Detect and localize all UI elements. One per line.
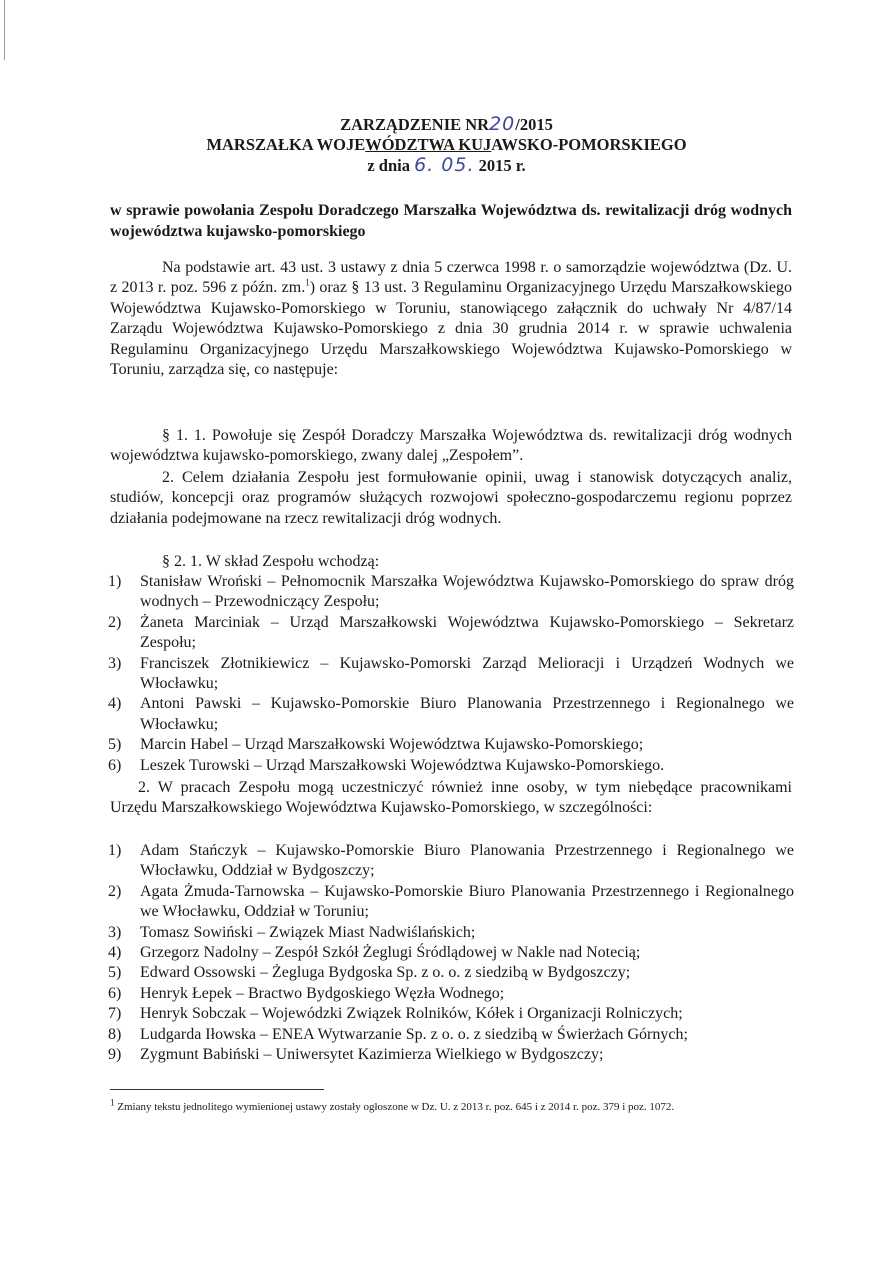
preamble: Na podstawie art. 43 ust. 3 ustawy z dnia 5 czerwca 1998 r. o samorządzie województwa (Dz. U. z 2013 r. poz. 596 z późn. zm.$^1$) oraz § 13 ust. 3 Regulaminu Organizacyjnego Urzędu Marszałkowskiego Województwa Kujawsko-Pomorskiego w Toruniu, stanowiącego załącznik do uchwały Nr 4/87/14 Zarządu Województwa Kujawsko-Pomorskiego z dnia 30 grudnia 2014 r. w sprawie uchwalenia Regulaminu Organizacyjnego Urzędu Marszałkowskiego Województwa Kujawsko-Pomorskiego w Toruniu, zarządza się, co następuje: — [110, 259, 792, 379]
others-list — [108, 841, 794, 1065]
header-issuer: MARSZAŁKA WOJEWÓDZTWA KUJAWSKO-POMORSKIEGO — [206, 135, 687, 154]
list-item: 1) Stanisław Wroński – Pełnomocnik Marszałka Województwa Kujawsko-Pomorskiego do spraw dróg wodnych – Przewodniczący Zespołu; — [108, 573, 794, 611]
list-item: 5) Marcin Habel – Urząd Marszałkowski Województwa Kujawsko-Pomorskiego; — [108, 736, 644, 754]
list-item: 6) Henryk Łepek – Bractwo Bydgoskiego Węzła Wodnego; — [108, 984, 505, 1002]
section1-paragraph1: § 1. 1. Powołuje się Zespół Doradczy Marszałka Województwa ds. rewitalizacji dróg wodnych województwa kujawsko-pomorskiego, zwany dalej „Zespołem”. — [110, 427, 792, 465]
header-date: z dnia 6. 05. 2015 r. — [367, 154, 526, 176]
members-list — [108, 572, 794, 776]
list-item: 8) Ludgarda Iłowska – ENEA Wytwarzanie Sp. z o. o. z siedzibą w Świerżach Górnych; — [108, 1025, 688, 1043]
list-item: 4) Antoni Pawski – Kujawsko-Pomorskie Biuro Planowania Przestrzennego i Regionalnego we Włocławku; — [108, 695, 794, 733]
header-title: ZARZĄDZENIE NR20/2015 — [340, 113, 553, 135]
list-item: 4) Grzegorz Nadolny – Zespół Szkół Żeglugi Śródlądowej w Nakle nad Notecią; — [108, 944, 641, 962]
footnote: $^1$ Zmiany tekstu jednolitego wymienionej ustawy zostały ogłoszone w Dz. U. z 2013 r. poz. 645 i z 2014 r. poz. 379 i poz. 1072. — [110, 1097, 675, 1113]
footnote-reference: 1 — [305, 278, 310, 289]
list-item: 6) Leszek Turowski – Urząd Marszałkowski Województwa Kujawsko-Pomorskiego. — [108, 756, 665, 774]
section2-paragraph1: § 2. 1. W skład Zespołu wchodzą: — [162, 553, 380, 570]
section2-paragraph2: 2. W pracach Zespołu mogą uczestniczyć również inne osoby, w tym niebędące pracownikami Urzędu Marszałkowskiego Województwa Kujawsko-Pomorskiego, w szczególności: — [110, 779, 792, 817]
list-item: 3) Tomasz Sowiński – Związek Miast Nadwiślańskich; — [108, 923, 476, 941]
document-header — [0, 114, 893, 176]
list-item: 9) Zygmunt Babiński – Uniwersytet Kazimierza Wielkiego w Bydgoszczy; — [108, 1046, 604, 1064]
list-item: 2) Żaneta Marciniak – Urząd Marszałkowski Województwa Kujawsko-Pomorskiego – Sekretarz Zespołu; — [108, 613, 794, 652]
list-item: 7) Henryk Sobczak – Wojewódzki Związek Rolników, Kółek i Organizacji Rolniczych; — [108, 1005, 683, 1023]
handwritten-number: 20 — [489, 113, 516, 135]
list-item: 1) Adam Stańczyk – Kujawsko-Pomorskie Biuro Planowania Przestrzennego i Regionalnego we Włocławku, Oddział w Bydgoszczy; — [108, 842, 794, 880]
document-subject: w sprawie powołania Zespołu Doradczego Marszałka Województwa ds. rewitalizacji dróg wodnych województwa kujawsko-pomorskiego — [110, 202, 792, 240]
list-item: 5) Edward Ossowski – Żegluga Bydgoska Sp. z o. o. z siedzibą w Bydgoszczy; — [108, 964, 631, 982]
list-item: 3) Franciszek Złotnikiewicz – Kujawsko-Pomorski Zarząd Melioracji i Urządzeń Wodnych we Włocławku; — [108, 654, 794, 693]
footnote-marker: 1 — [110, 1097, 115, 1108]
section1-paragraph2: 2. Celem działania Zespołu jest formułowanie opinii, uwag i stanowisk dotyczących analiz, studiów, koncepcji oraz programów służących rozwojowi społeczno-gospodarczemu regionu poprzez działania podejmowane na rzecz rewitalizacji dróg wodnych. — [110, 469, 792, 527]
list-item: 2) Agata Żmuda-Tarnowska – Kujawsko-Pomorskie Biuro Planowania Przestrzennego i Regionalnego we Włocławku, Oddział w Toruniu; — [108, 882, 794, 921]
footnote-divider — [110, 1089, 324, 1090]
handwritten-date: 6. 05. — [414, 154, 475, 176]
